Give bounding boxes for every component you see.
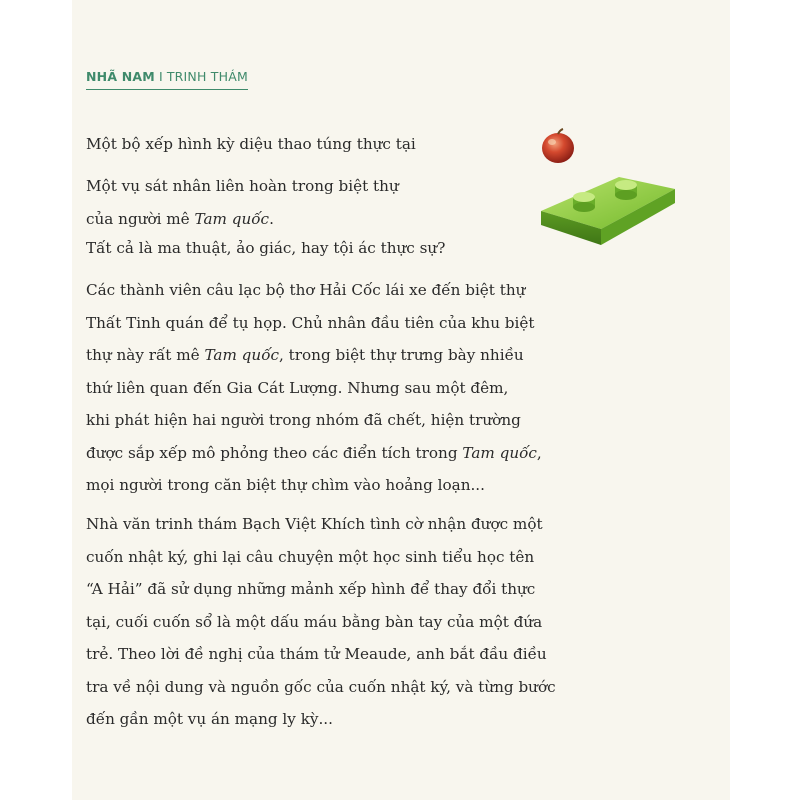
paragraph-line bbox=[86, 437, 566, 470]
header-separator: I bbox=[158, 69, 163, 84]
paragraph-line: trẻ. Theo lời đề nghị của thám tử Meaude, anh bắt đầu điều bbox=[86, 645, 547, 663]
tagline-1 bbox=[86, 128, 566, 161]
publisher-name: NHÃ NAM bbox=[86, 69, 155, 84]
paragraph-line: khi phát hiện hai người trong nhóm đã chết, hiện trường bbox=[86, 411, 521, 429]
tagline-3 bbox=[86, 232, 566, 265]
tagline-line bbox=[86, 203, 566, 236]
paragraph-line: cuốn nhật ký, ghi lại câu chuyện một học sinh tiểu học tên bbox=[86, 547, 535, 566]
tagline-line bbox=[86, 170, 566, 203]
tagline-2 bbox=[86, 170, 566, 235]
tagline-text: . bbox=[269, 209, 274, 228]
paragraph-line: Nhà văn trinh thám Bạch Việt Khích tình cờ nhận được một bbox=[86, 515, 543, 533]
line-text: thự này rất mê bbox=[86, 346, 205, 364]
paragraph-line: thứ liên quan đến Gia Cát Lượng. Nhưng sau một đêm, bbox=[86, 378, 509, 397]
tagline-line: Một bộ xếp hình kỳ diệu thao túng thực tại bbox=[86, 135, 416, 153]
series-header bbox=[86, 69, 248, 90]
paragraph-line: tại, cuối cuốn sổ là một dấu máu bằng bàn tay của một đứa bbox=[86, 612, 543, 631]
line-text: , trong biệt thự trưng bày nhiều bbox=[279, 346, 524, 364]
line-text: được sắp xếp mô phỏng theo các điển tích trong bbox=[86, 443, 463, 462]
paragraph-line: đến gần một vụ án mạng ly kỳ... bbox=[86, 710, 333, 728]
paragraph-line bbox=[86, 339, 566, 372]
book-title-italic: Tam quốc bbox=[194, 209, 270, 228]
tagline-text: Một vụ sát nhân liên hoàn trong biệt thự bbox=[86, 177, 399, 195]
genre-label: TRINH THÁM bbox=[166, 69, 248, 84]
book-title-italic: Tam quốc bbox=[462, 443, 537, 462]
paragraph-line: tra về nội dung và nguồn gốc của cuốn nhật ký, và từng bước bbox=[86, 677, 556, 696]
paragraph-line: Thất Tinh quán để tụ họp. Chủ nhân đầu tiên của khu biệt bbox=[86, 313, 535, 332]
line-text: , bbox=[536, 443, 542, 462]
book-title-italic: Tam quốc bbox=[204, 346, 279, 364]
synopsis-paragraph-2 bbox=[86, 508, 566, 736]
tagline-line: Tất cả là ma thuật, ảo giác, hay tội ác thực sự? bbox=[86, 239, 446, 257]
paragraph-line: mọi người trong căn biệt thự chìm vào hoảng loạn... bbox=[86, 476, 485, 494]
tagline-text: của người mê bbox=[86, 209, 195, 228]
paragraph-line: Các thành viên câu lạc bộ thơ Hải Cốc lái xe đến biệt thự bbox=[86, 281, 526, 299]
synopsis-paragraph-1 bbox=[86, 274, 566, 502]
paragraph-line: “A Hải” đã sử dụng những mảnh xếp hình để thay đổi thực bbox=[86, 580, 536, 598]
